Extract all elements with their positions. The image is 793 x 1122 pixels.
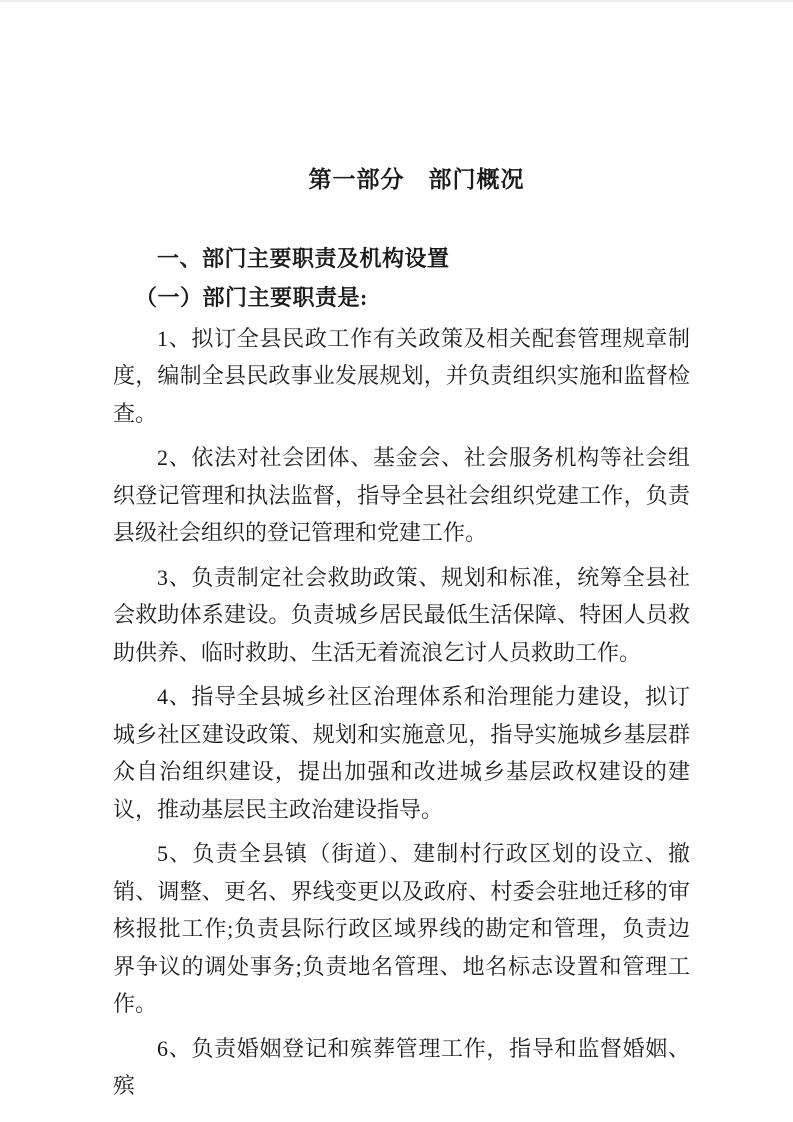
paragraph-duty-2: 2、依法对社会团体、基金会、社会服务机构等社会组织登记管理和执法监督，指导全县社会组织党建工作，负责县级社会组织的登记管理和党建工作。	[113, 445, 690, 545]
paragraph-duty-6: 6、负责婚姻登记和殡葬管理工作，指导和监督婚姻、殡	[113, 1035, 690, 1098]
page-title: 第一部分 部门概况	[308, 167, 525, 192]
document-page	[0, 2, 793, 1122]
paragraph-duty-1: 1、拟订全县民政工作有关政策及相关配套管理规章制度，编制全县民政事业发展规划，并负责组织实施和监督检查。	[113, 325, 690, 426]
paragraph-duty-4: 4、指导全县城乡社区治理体系和治理能力建设，拟订城乡社区建设政策、规划和实施意见，指导实施城乡基层群众自治组织建设，提出加强和改进城乡基层政权建设的建议，推动基层民主政治建设指导。	[113, 684, 690, 822]
subsection-heading: （一）部门主要职责是:	[135, 285, 368, 310]
paragraph-duty-3: 3、负责制定社会救助政策、规划和标准，统筹全县社会救助体系建设。负责城乡居民最低生活保障、特困人员救助供养、临时救助、生活无着流浪乞讨人员救助工作。	[113, 564, 690, 665]
section-heading: 一、部门主要职责及机构设置	[157, 245, 450, 271]
paragraph-duty-5: 5、负责全县镇（街道）、建制村行政区划的设立、撤销、调整、更名、界线变更以及政府、村委会驻地迁移的审核报批工作;负责县际行政区域界线的勘定和管理，负责边界争议的调处事务;负责地名管理、地名标志设置和管理工作。	[113, 841, 690, 1016]
